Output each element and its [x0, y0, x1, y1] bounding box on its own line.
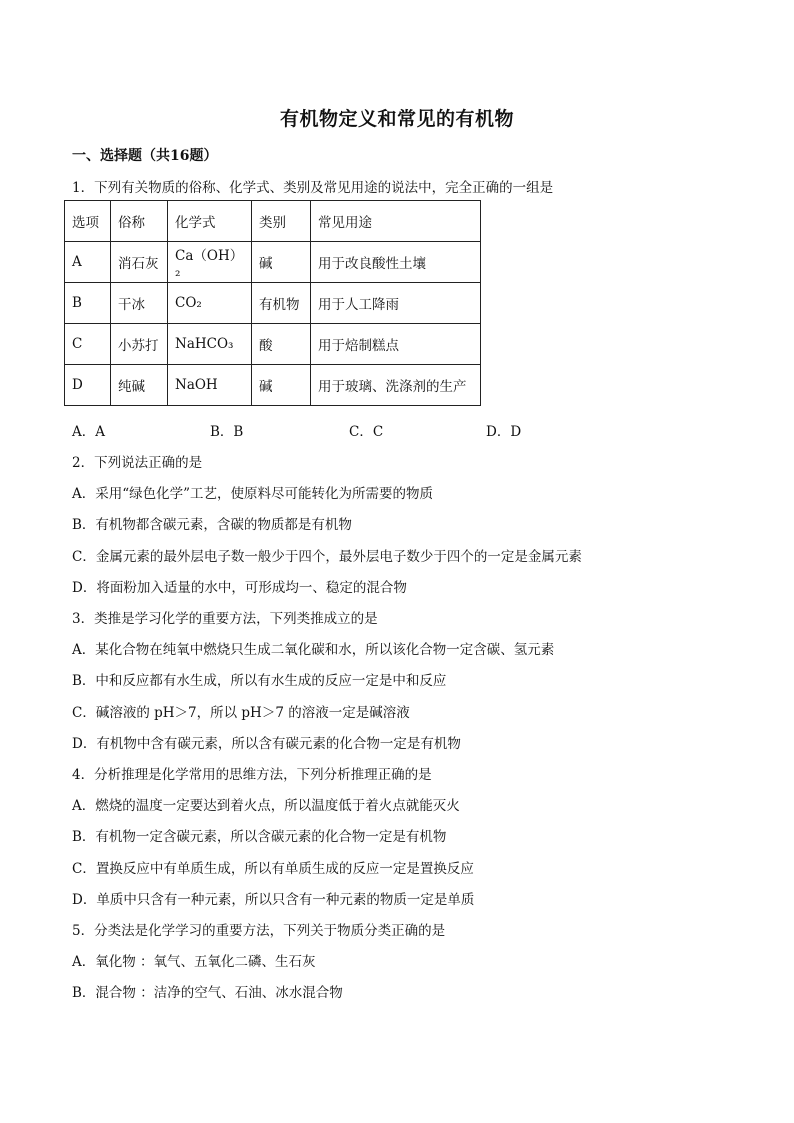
table-cell: 消石灰 — [111, 242, 168, 283]
table-cell: D — [65, 365, 111, 406]
document-title: 有机物定义和常见的有机物 — [279, 108, 514, 130]
table-cell: 酸 — [252, 324, 311, 365]
section-heading: 一、选择题（共16题） — [72, 148, 218, 164]
table-header-cell: 俗称 — [111, 201, 168, 242]
table-cell: CO₂ — [168, 283, 252, 324]
table-cell: 碱 — [252, 242, 311, 283]
table-cell: 有机物 — [252, 283, 311, 324]
answer-option[interactable]: C．碱溶液的 pH＞7，所以 pH＞7 的溶液一定是碱溶液 — [72, 705, 410, 721]
answer-option[interactable]: D．将面粉加入适量的水中，可形成均一、稳定的混合物 — [72, 580, 407, 596]
answer-option-a[interactable]: A．A — [72, 424, 105, 440]
table-cell: Ca（OH）₂ — [168, 242, 252, 283]
table-row — [65, 242, 481, 283]
question-5-stem: 5．分类法是化学学习的重要方法，下列关于物质分类正确的是 — [72, 923, 446, 939]
table-row — [65, 365, 481, 406]
table-cell: 用于人工降雨 — [311, 283, 481, 324]
answer-option[interactable]: B．有机物一定含碳元素，所以含碳元素的化合物一定是有机物 — [72, 829, 447, 845]
table-header-cell: 类别 — [252, 201, 311, 242]
answer-option[interactable]: B．中和反应都有水生成，所以有水生成的反应一定是中和反应 — [72, 673, 447, 689]
answer-option[interactable]: D．有机物中含有碳元素，所以含有碳元素的化合物一定是有机物 — [72, 736, 461, 752]
answer-option[interactable]: C．置换反应中有单质生成，所以有单质生成的反应一定是置换反应 — [72, 861, 474, 877]
answer-option[interactable]: D．单质中只含有一种元素，所以只含有一种元素的物质一定是单质 — [72, 892, 475, 908]
table-header-cell: 选项 — [65, 201, 111, 242]
answer-option[interactable]: B．有机物都含碳元素，含碳的物质都是有机物 — [72, 517, 352, 533]
answer-option[interactable]: A．燃烧的温度一定要达到着火点，所以温度低于着火点就能灭火 — [72, 798, 460, 814]
table-header-cell: 常见用途 — [311, 201, 481, 242]
table-row — [65, 324, 481, 365]
answer-option[interactable]: C．金属元素的最外层电子数一般少于四个，最外层电子数少于四个的一定是金属元素 — [72, 549, 582, 565]
table-cell: B — [65, 283, 111, 324]
answer-option-b[interactable]: B．B — [210, 424, 244, 440]
question-4-stem: 4．分析推理是化学常用的思维方法，下列分析推理正确的是 — [72, 767, 432, 783]
table-cell: 小苏打 — [111, 324, 168, 365]
table-row — [65, 283, 481, 324]
table-cell: 用于焙制糕点 — [311, 324, 481, 365]
answer-option[interactable]: A．氧化物 ：氧气、五氧化二磷、生石灰 — [72, 954, 316, 970]
table-cell: 用于玻璃、洗涤剂的生产 — [311, 365, 481, 406]
answer-option[interactable]: B．混合物 ：洁净的空气、石油、冰水混合物 — [72, 985, 343, 1001]
table-cell: 碱 — [252, 365, 311, 406]
answer-option-d[interactable]: D．D — [486, 424, 522, 440]
table-cell: NaOH — [168, 365, 252, 406]
options-table — [64, 200, 481, 406]
question-2-stem: 2．下列说法正确的是 — [72, 455, 203, 471]
table-cell: C — [65, 324, 111, 365]
answer-option[interactable]: A．某化合物在纯氧中燃烧只生成二氧化碳和水，所以该化合物一定含碳、氢元素 — [72, 642, 555, 658]
answer-option[interactable]: A．采用“绿色化学”工艺，使原料尽可能转化为所需要的物质 — [72, 486, 434, 502]
table-cell: A — [65, 242, 111, 283]
table-cell: NaHCO₃ — [168, 324, 252, 365]
answer-option-c[interactable]: C．C — [349, 424, 384, 440]
table-header-cell: 化学式 — [168, 201, 252, 242]
table-cell: 干冰 — [111, 283, 168, 324]
table-cell: 用于改良酸性土壤 — [311, 242, 481, 283]
question-3-stem: 3．类推是学习化学的重要方法，下列类推成立的是 — [72, 611, 378, 627]
table-cell: 纯碱 — [111, 365, 168, 406]
table-header-row — [65, 201, 481, 242]
question-1-stem: 1．下列有关物质的俗称、化学式、类别及常见用途的说法中，完全正确的一组是 — [72, 180, 554, 196]
